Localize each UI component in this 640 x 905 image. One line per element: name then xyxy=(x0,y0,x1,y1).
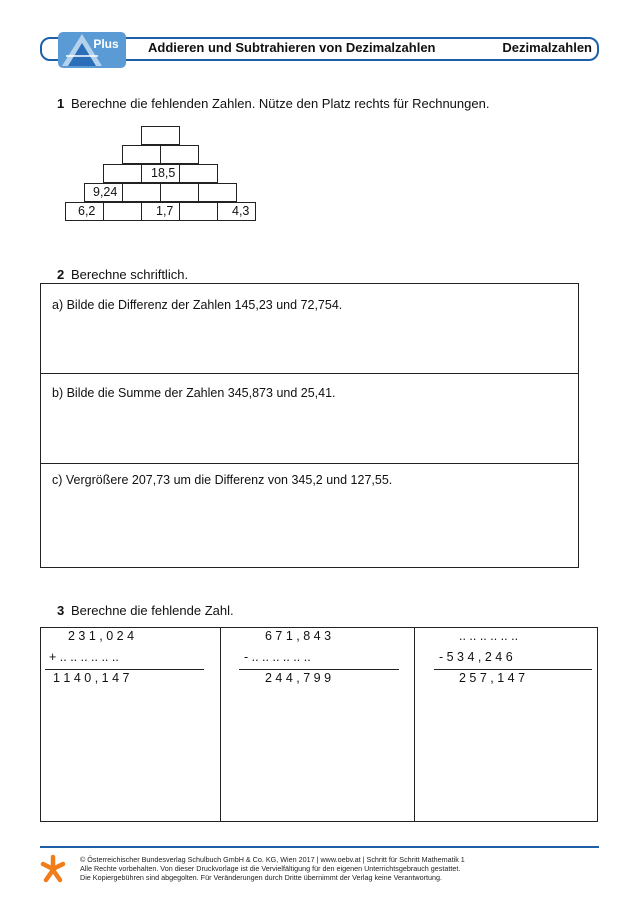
difference-line xyxy=(239,669,399,670)
task-2-box xyxy=(40,283,579,568)
calc-2-line3: 2 4 4 , 7 9 9 xyxy=(265,671,332,685)
pyramid-cell[interactable] xyxy=(103,202,142,221)
footer-text xyxy=(80,855,465,882)
column-divider xyxy=(220,628,221,821)
task-2b-text: b) Bilde die Summe der Zahlen 345,873 und 25,41. xyxy=(52,386,336,400)
pyramid-cell[interactable] xyxy=(198,183,237,202)
pyramid-cell[interactable] xyxy=(65,202,104,221)
pyramid-cell[interactable] xyxy=(179,164,218,183)
pyramid-value: 9,24 xyxy=(93,185,118,199)
plus-logo xyxy=(52,32,130,68)
pyramid-cell[interactable] xyxy=(103,164,142,183)
logo-label: Plus xyxy=(93,37,119,51)
task-2a-text: a) Bilde die Differenz der Zahlen 145,23 und 72,754. xyxy=(52,298,343,312)
task-3-box xyxy=(40,627,598,822)
calc-1-line2: + .. .. .. .. .. .. xyxy=(49,650,119,664)
calc-1-line1: 2 3 1 , 0 2 4 xyxy=(68,629,135,643)
pyramid-cell[interactable] xyxy=(141,202,180,221)
pyramid-cell[interactable] xyxy=(141,164,180,183)
pyramid-cell[interactable] xyxy=(141,126,180,145)
column-divider xyxy=(414,628,415,821)
publisher-star-icon xyxy=(40,854,66,884)
calc-1-line3: 1 1 4 0 , 1 4 7 xyxy=(53,671,130,685)
pyramid-cell[interactable] xyxy=(84,183,123,202)
calc-2-line2: - .. .. .. .. .. .. xyxy=(244,650,311,664)
pyramid-cell[interactable] xyxy=(160,145,199,164)
task-3-number: 3 xyxy=(57,603,65,618)
footer-line-3: Die Kopiergebühren sind abgegolten. Für Veränderungen durch Dritte übernimmt der Verlag keine Verantwortung. xyxy=(80,873,442,882)
task-1-number: 1 xyxy=(57,96,65,111)
pyramid-value: 6,2 xyxy=(78,204,96,218)
page-title: Addieren und Subtrahieren von Dezimalzahlen xyxy=(148,40,436,55)
pyramid-value: 1,7 xyxy=(156,204,174,218)
pyramid-value: 4,3 xyxy=(232,204,250,218)
task-2-number: 2 xyxy=(57,267,65,282)
calc-3-line3: 2 5 7 , 1 4 7 xyxy=(459,671,526,685)
pyramid-cell[interactable] xyxy=(217,202,256,221)
footer-line-2: Alle Rechte vorbehalten. Von dieser Druckvorlage ist die Vervielfältigung für den eigenen Unterrichtsgebrauch gestattet. xyxy=(80,864,461,873)
task-3-text: Berechne die fehlende Zahl. xyxy=(71,603,234,618)
pyramid-value: 18,5 xyxy=(151,166,176,180)
difference-line xyxy=(434,669,592,670)
pyramid-cell[interactable] xyxy=(122,183,161,202)
calc-3-line2: - 5 3 4 , 2 4 6 xyxy=(439,650,513,664)
footer-line-1: © Österreichischer Bundesverlag Schulbuch GmbH & Co. KG, Wien 2017 | www.oebv.at | Schritt für Schritt Mathematik 1 xyxy=(80,855,465,864)
calc-2-line1: 6 7 1 , 8 4 3 xyxy=(265,629,332,643)
pyramid-cell[interactable] xyxy=(160,183,199,202)
task-2c-text: c) Vergrößere 207,73 um die Differenz von 345,2 und 127,55. xyxy=(52,473,393,487)
sum-line xyxy=(45,669,204,670)
calc-3-line1: .. .. .. .. .. .. xyxy=(459,629,519,643)
pyramid-cell[interactable] xyxy=(179,202,218,221)
footer-divider xyxy=(40,846,599,848)
category-label: Dezimalzahlen xyxy=(502,40,592,55)
task-1-text: Berechne die fehlenden Zahlen. Nütze den Platz rechts für Rechnungen. xyxy=(71,96,490,111)
pyramid-cell[interactable] xyxy=(122,145,161,164)
task-2-text: Berechne schriftlich. xyxy=(71,267,189,282)
divider xyxy=(41,463,578,464)
divider xyxy=(41,373,578,374)
